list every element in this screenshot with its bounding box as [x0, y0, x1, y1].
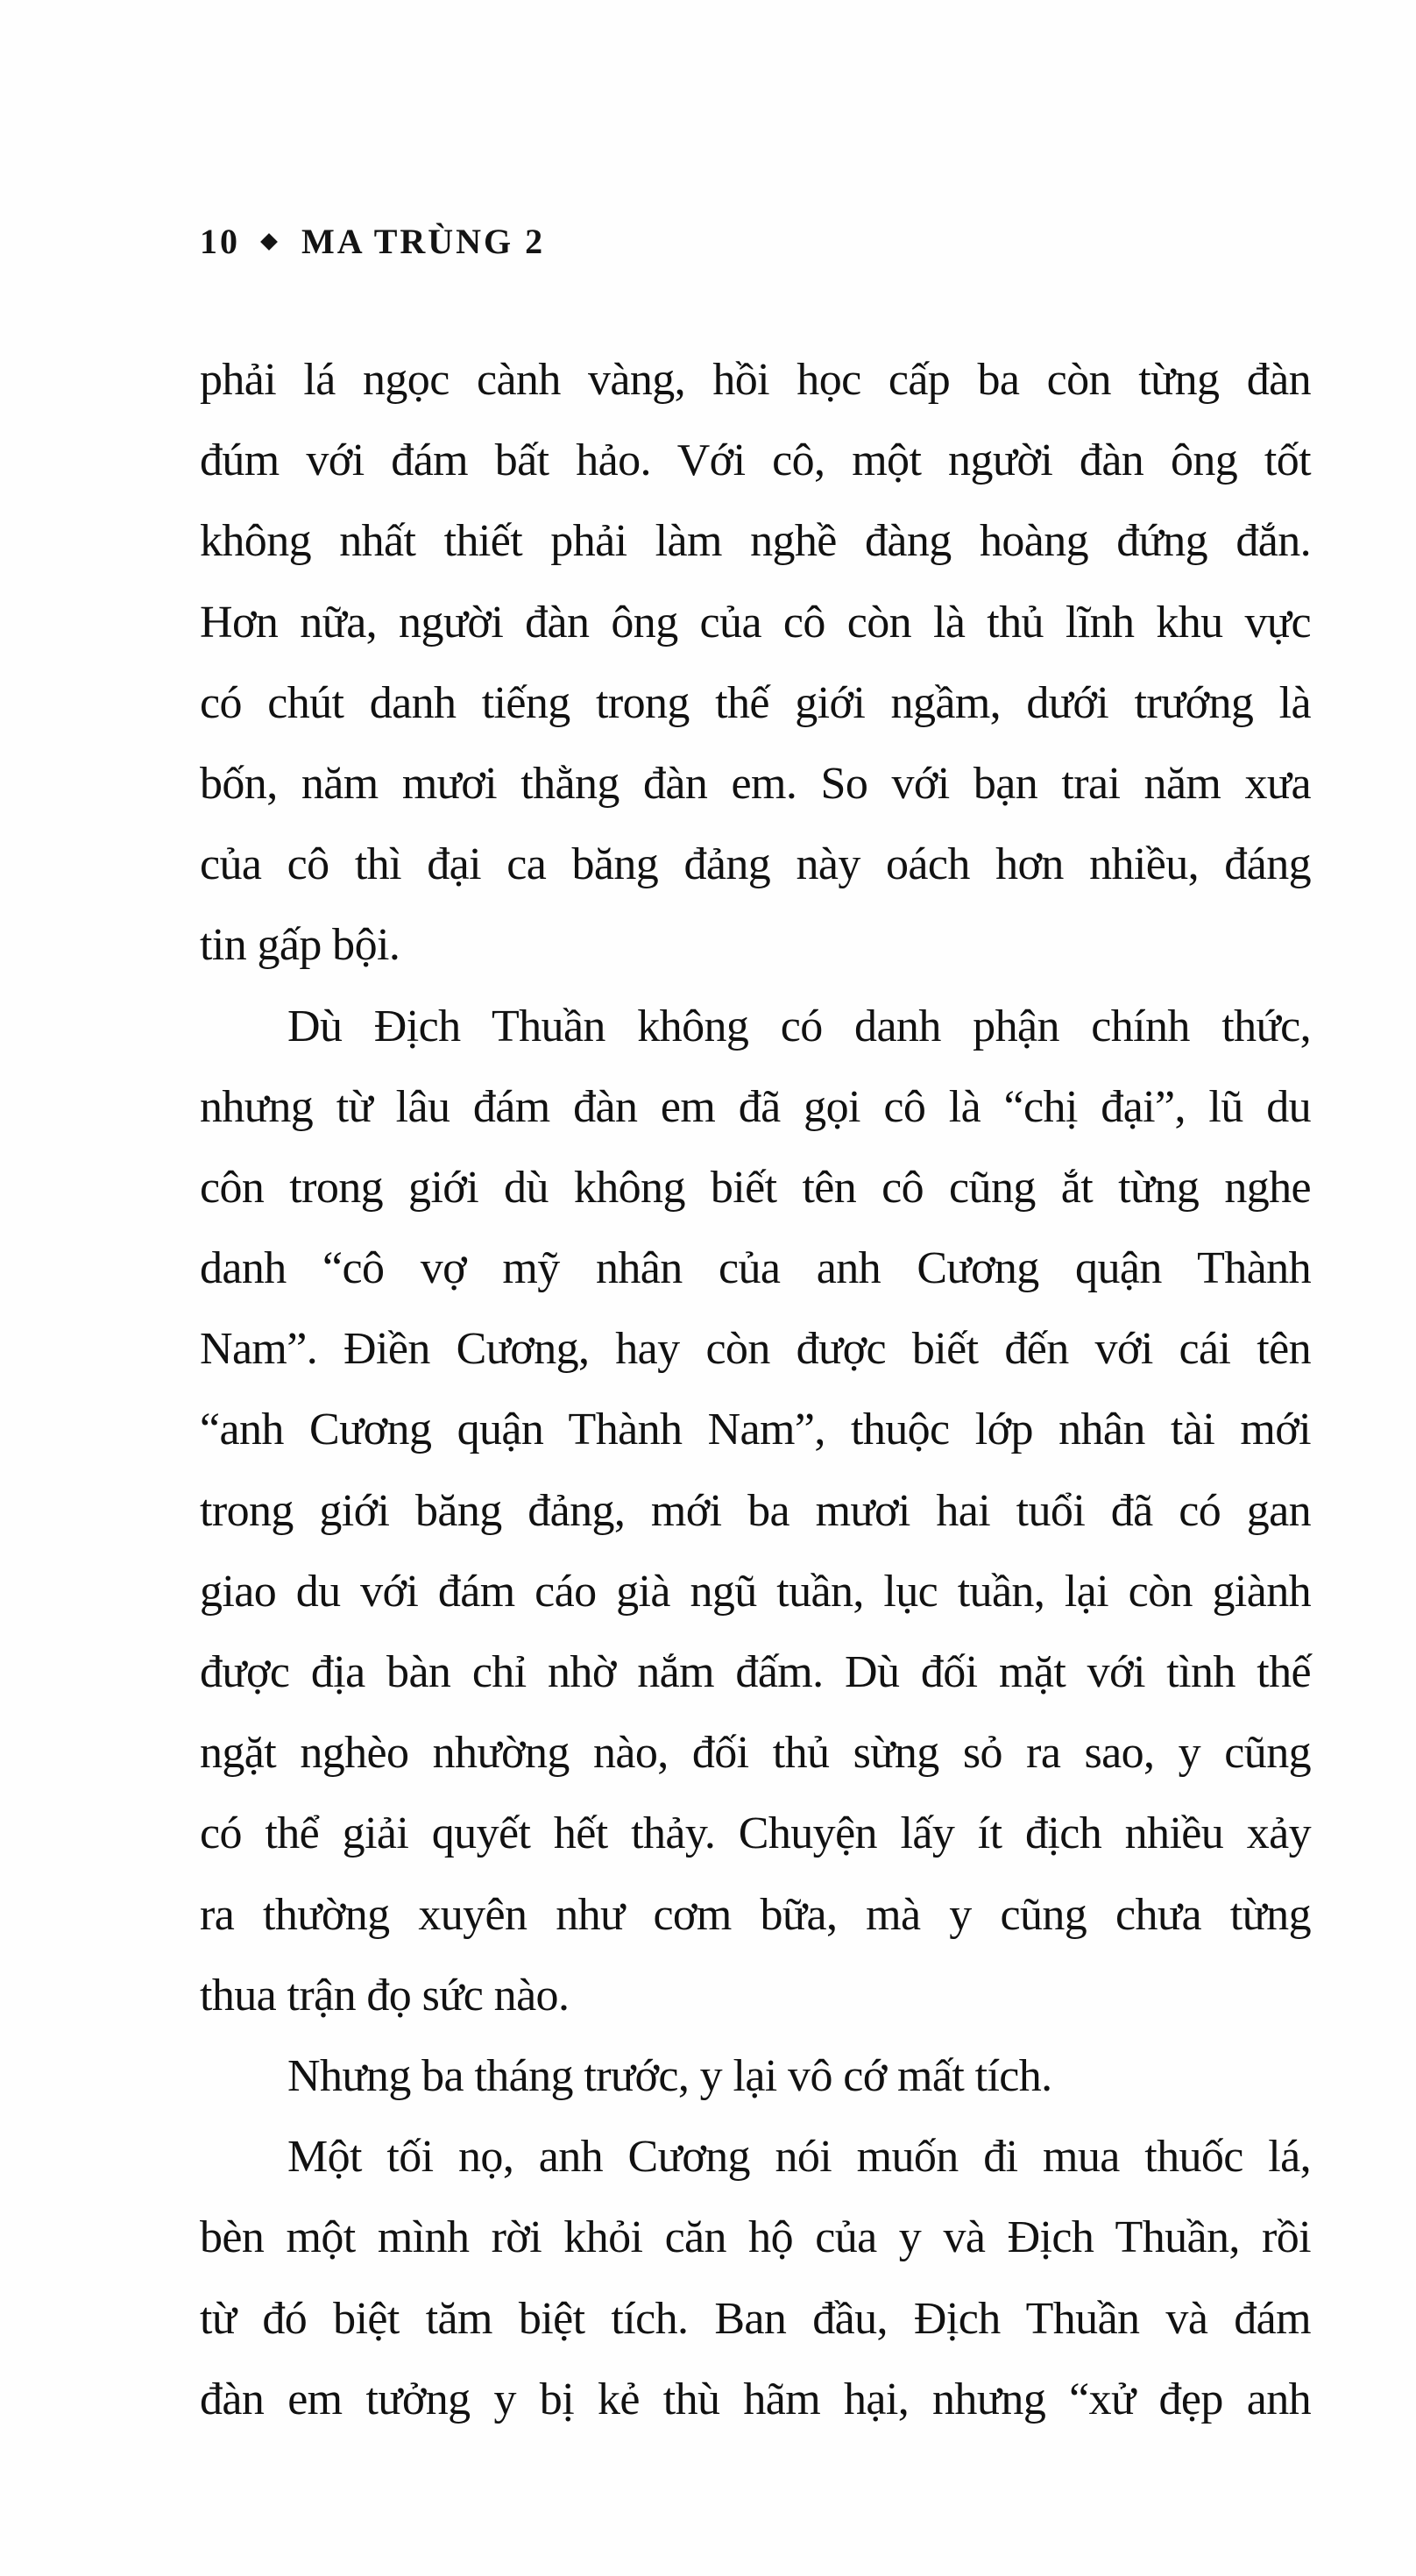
text-line: đúm với đám bất hảo. Với cô, một người đàn ông tốt	[200, 435, 1311, 486]
page-number: 10	[200, 222, 240, 261]
text-line: có thể giải quyết hết thảy. Chuyện lấy ít địch nhiều xảy	[200, 1808, 1311, 1859]
paragraph	[200, 340, 1311, 987]
paragraph	[200, 987, 1311, 2036]
text-line: trong giới băng đảng, mới ba mươi hai tuổi đã có gan	[200, 1485, 1311, 1536]
text-line: được địa bàn chỉ nhờ nắm đấm. Dù đối mặt với tình thế	[200, 1647, 1311, 1697]
text-line: đàn em tưởng y bị kẻ thù hãm hại, nhưng “xử đẹp anh	[200, 2374, 1311, 2424]
paragraph	[200, 2036, 1311, 2117]
text-line: ra thường xuyên như cơm bữa, mà y cũng chưa từng	[200, 1889, 1311, 1940]
text-line: Một tối nọ, anh Cương nói muốn đi mua thuốc lá,	[287, 2132, 1311, 2183]
text-line: bèn một mình rời khỏi căn hộ của y và Địch Thuần, rồi	[200, 2212, 1311, 2263]
text-line: ngặt nghèo nhường nào, đối thủ sừng sỏ ra sao, y cũng	[200, 1728, 1311, 1779]
text-line: danh “cô vợ mỹ nhân của anh Cương quận Thành	[200, 1243, 1311, 1294]
running-head	[200, 221, 545, 262]
text-line: Nam”. Điền Cương, hay còn được biết đến với cái tên	[200, 1324, 1311, 1375]
text-line: giao du với đám cáo già ngũ tuần, lục tuần, lại còn giành	[200, 1566, 1311, 1617]
text-line: có chút danh tiếng trong thế giới ngầm, dưới trướng là	[200, 677, 1311, 728]
text-line: bốn, năm mươi thằng đàn em. So với bạn trai năm xưa	[200, 758, 1311, 809]
text-line: của cô thì đại ca băng đảng này oách hơn nhiều, đáng	[200, 839, 1311, 890]
text-line: thua trận đọ sức nào.	[200, 1970, 570, 2020]
text-line: phải lá ngọc cành vàng, hồi học cấp ba còn từng đàn	[200, 355, 1311, 405]
text-line: nhưng từ lâu đám đàn em đã gọi cô là “chị đại”, lũ du	[200, 1081, 1311, 1132]
text-line: từ đó biệt tăm biệt tích. Ban đầu, Địch Thuần và đám	[200, 2293, 1311, 2344]
body-text	[200, 340, 1311, 2440]
paragraph	[200, 2117, 1311, 2440]
text-line: Hơn nữa, người đàn ông của cô còn là thủ lĩnh khu vực	[200, 597, 1311, 648]
text-line: Nhưng ba tháng trước, y lại vô cớ mất tích.	[287, 2050, 1052, 2101]
diamond-icon	[260, 233, 278, 251]
text-line: tin gấp bội.	[200, 920, 400, 971]
text-line: Dù Địch Thuần không có danh phận chính thức,	[287, 1001, 1311, 1051]
text-line: “anh Cương quận Thành Nam”, thuộc lớp nhân tài mới	[200, 1405, 1311, 1455]
book-title: MA TRÙNG 2	[301, 222, 546, 261]
text-line: côn trong giới dù không biết tên cô cũng ắt từng nghe	[200, 1162, 1311, 1213]
text-line: không nhất thiết phải làm nghề đàng hoàng đứng đắn.	[200, 516, 1311, 567]
